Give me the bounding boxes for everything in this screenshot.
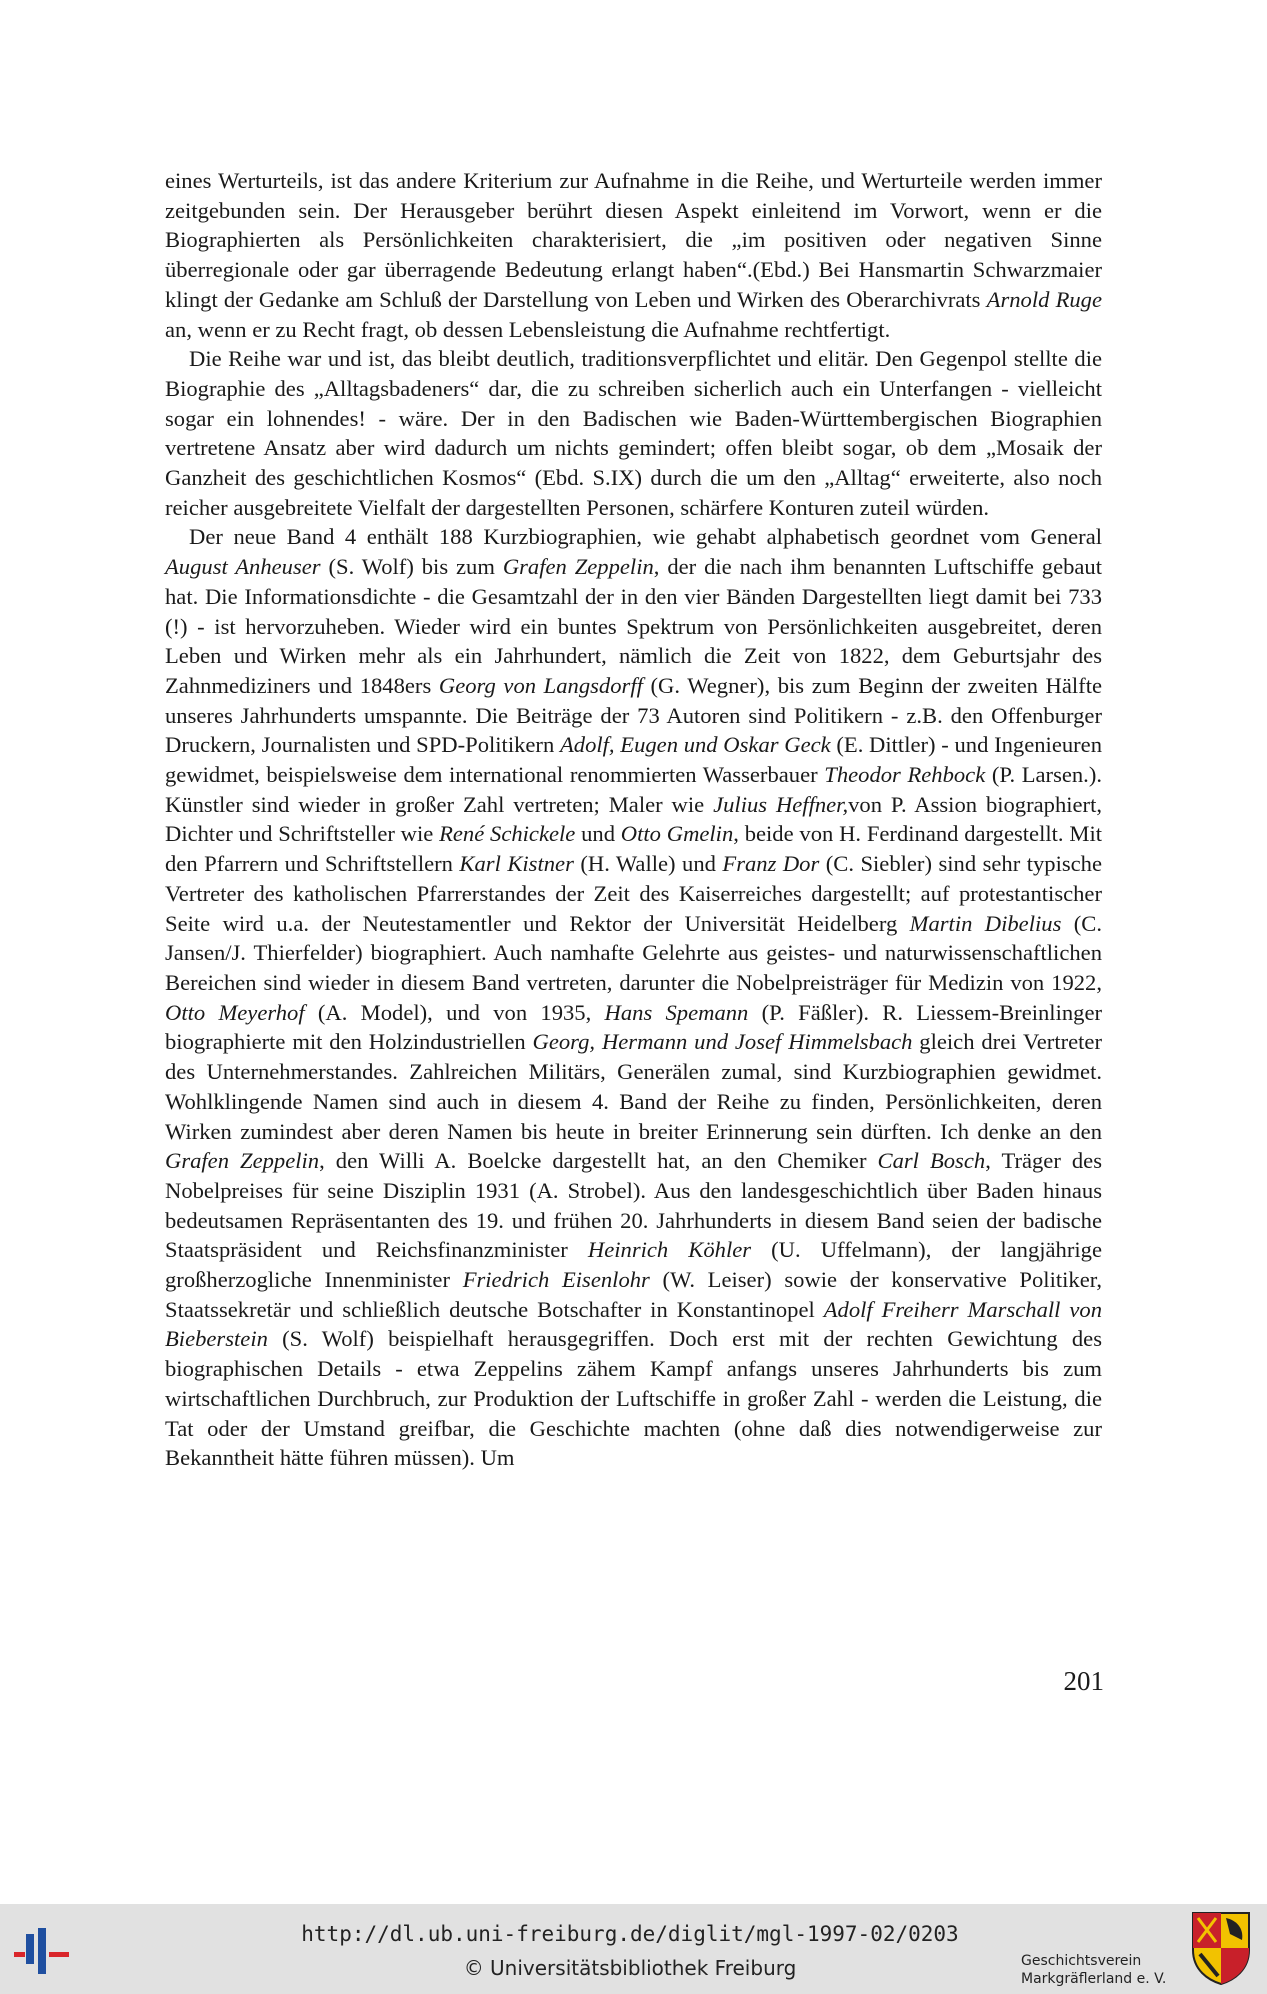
society-name-line-2: Markgräflerland e. V. <box>1021 1971 1167 1987</box>
page-text <box>165 166 1102 1473</box>
italic-name: Adolf, Eugen und Oskar Geck <box>559 732 831 758</box>
text-run: (P. Fäßler). R. Liessem-Breinlinger biographierte mit den Holzindustriellen <box>165 999 1102 1055</box>
document-url[interactable]: http://dl.ub.uni-freiburg.de/diglit/mgl-1997-02/0203 <box>301 1922 959 1946</box>
text-run: (C. Siebler) sind sehr typische Vertreter des katholischen Pfarrerstandes der Zeit des Kaiserreiches dargestellt; auf protestantischer Seite wird u.a. der Neutestamentler und Rektor der Universität Heidelberg <box>165 851 1102 936</box>
italic-name: Grafen Zeppelin <box>165 1148 320 1174</box>
italic-name: Martin Dibelius <box>909 910 1062 936</box>
italic-name: Theodor Rehbock <box>824 762 986 788</box>
library-logo-icon <box>14 1924 80 1978</box>
italic-name: Georg von Langsdorff <box>438 672 643 698</box>
text-run: an, wenn er zu Recht fragt, ob dessen Lebensleistung die Aufnahme rechtfertigt. <box>165 316 891 342</box>
italic-name: Adolf Freiherr Marschall von Bieberstein <box>165 1296 1102 1352</box>
italic-name: August Anheuser <box>165 554 321 580</box>
text-run: (C. Jansen/J. Thierfelder) biographiert. Auch namhafte Gelehrte aus geistes- und naturwissenschaftlichen Bereichen sind wieder in diesem Band vertreten, darunter die Nobelpreisträger für Medizin von 1922, <box>165 910 1102 995</box>
text-run: gleich drei Vertreter des Unternehmerstandes. Zahlreichen Militärs, Generälen zumal, sind Kurzbiographien gewidmet. Wohlklingende Namen sind auch in diesem 4. Band der Reihe zu finden, Persönlichkeiten, deren Wirken zumindest aber deren Namen bis heute in breiter Erinnerung sein dürften. Ich denke an den <box>165 1029 1102 1144</box>
page-number: 201 <box>1063 1666 1104 1696</box>
society-name-line-1: Geschichtsverein <box>1021 1953 1142 1969</box>
italic-name: Otto Meyerhof <box>165 999 305 1025</box>
italic-name: René Schickele <box>439 821 576 847</box>
italic-name: Arnold Ruge <box>986 286 1102 312</box>
italic-name: Carl Bosch <box>877 1148 986 1174</box>
italic-name: Otto Gmelin <box>620 821 734 847</box>
coat-of-arms-icon <box>1190 1910 1252 1986</box>
text-run: (G. Wegner), bis zum Beginn der zweiten Hälfte unseres Jahrhunderts umspannte. Die Beiträge der 73 Autoren sind Politikern - z.B. den Offenburger Druckern, Journalisten und SPD-Politikern <box>165 672 1102 758</box>
text-run: , Träger des Nobelpreises für seine Disziplin 1931 (A. Strobel). Aus den landesgeschichtlich über Baden hinaus bedeutsamen Repräsentanten des 19. und frühen 20. Jahrhunderts in diesem Band seien der badische Staatspräsident und Reichsfinanzminister <box>165 1148 1103 1263</box>
text-run: und <box>575 821 621 847</box>
paragraph <box>165 522 1102 1473</box>
footer-bar <box>0 1904 1267 1994</box>
copyright-notice: © Universitätsbibliothek Freiburg <box>463 1956 797 1980</box>
text-run: , den Willi A. Boelcke dargestellt hat, an den Chemiker <box>319 1148 878 1174</box>
text-run: (H. Walle) und <box>573 851 723 877</box>
text-run: (S. Wolf) bis zum <box>320 554 503 580</box>
text-run: Der neue Band 4 enthält 188 Kurzbiographien, wie gehabt alphabetisch geordnet vom General <box>189 524 1102 550</box>
society-name <box>1021 1952 1166 1988</box>
italic-name: Friedrich Eisenlohr <box>462 1267 650 1293</box>
italic-name: Georg, Hermann und Josef Himmelsbach <box>532 1029 913 1055</box>
italic-name: Grafen Zeppelin <box>502 554 654 580</box>
text-run: (W. Leiser) sowie der konservative Politiker, Staatssekretär und schließlich deutsche Botschafter in Konstantinopel <box>165 1267 1102 1322</box>
paragraph <box>165 166 1102 344</box>
text-run: , beide von H. Ferdinand dargestellt. Mit den Pfarrern und Schriftstellern <box>165 821 1102 877</box>
text-run: (U. Uffelmann), der langjährige großherzogliche Innenminister <box>165 1237 1102 1293</box>
text-run: (E. Dittler) - und Ingenieuren gewidmet, beispielsweise dem international renommierten Wasserbauer <box>165 732 1102 788</box>
text-run: (P. Larsen.). Künstler sind wieder in großer Zahl vertreten; Maler wie <box>165 762 1103 817</box>
italic-name: Karl Kistner <box>459 851 574 877</box>
italic-name: Franz Dor <box>722 851 820 877</box>
text-run: , der die nach ihm benannten Luftschiffe gebaut hat. Die Informationsdichte - die Gesamtzahl der in den vier Bänden Dargestellten liegt damit bei 733 (!) - ist hervorzuheben. Wieder wird ein buntes Spektrum von Persönlichkeiten ausgebreitet, deren Leben und Wirken mehr als ein Jahrhundert, nämlich die Zeit von 1822, dem Geburtsjahr des Zahnmediziners und 1848ers <box>165 554 1102 698</box>
italic-name: Heinrich Köhler <box>587 1237 752 1263</box>
text-run: (S. Wolf) beispielhaft herausgegriffen. Doch erst mit der rechten Gewichtung des biographischen Details - etwa Zeppelins zähem Kampf anfangs unseres Jahrhunderts bis zum wirtschaftlichen Durchbruch, zur Produktion der Luftschiffe in großer Zahl - werden die Leistung, die Tat oder der Umstand greifbar, die Geschichte machten (ohne daß dies notwendigerweise zur Bekanntheit hätte führen müssen). Um <box>165 1326 1102 1471</box>
text-run: von P. Assion biographiert, Dichter und Schriftsteller wie <box>165 791 1103 847</box>
paragraph <box>165 344 1102 522</box>
text-run: eines Werturteils, ist das andere Kriterium zur Aufnahme in die Reihe, und Werturteile werden immer zeitgebunden sein. Der Herausgeber berührt diesen Aspekt einleitend im Vorwort, wenn er die Biographierten als Persönlichkeiten charakterisiert, die „im positiven oder negativen Sinne überregionale oder gar überragende Bedeutung erlangt haben“.(Ebd.) Bei Hansmartin Schwarzmaier klingt der Gedanke am Schluß der Darstellung von Leben und Wirken des Oberarchivrats <box>165 168 1102 312</box>
italic-name: Julius Heffner, <box>713 791 849 817</box>
text-run: (A. Model), und von 1935, <box>304 999 605 1025</box>
text-run: Die Reihe war und ist, das bleibt deutlich, traditionsverpflichtet und elitär. Den Gegenpol stellte die Biographie des „Alltagsbadeners“ dar, die zu schreiben sicherlich auch ein Unterfangen - vielleicht sogar ein lohnendes! - wäre. Der in den Badischen wie Baden-Württembergischen Biographien vertretene Ansatz aber wird dadurch um nichts gemindert; offen bleibt sogar, ob dem „Mosaik der Ganzheit des geschichtlichen Kosmos“ (Ebd. S.IX) durch die um den „Alltag“ erweiterte, also noch reicher ausgebreitete Vielfalt der dargestellten Personen, schärfere Konturen zuteil würden. <box>165 346 1102 520</box>
italic-name: Hans Spemann <box>604 999 749 1025</box>
